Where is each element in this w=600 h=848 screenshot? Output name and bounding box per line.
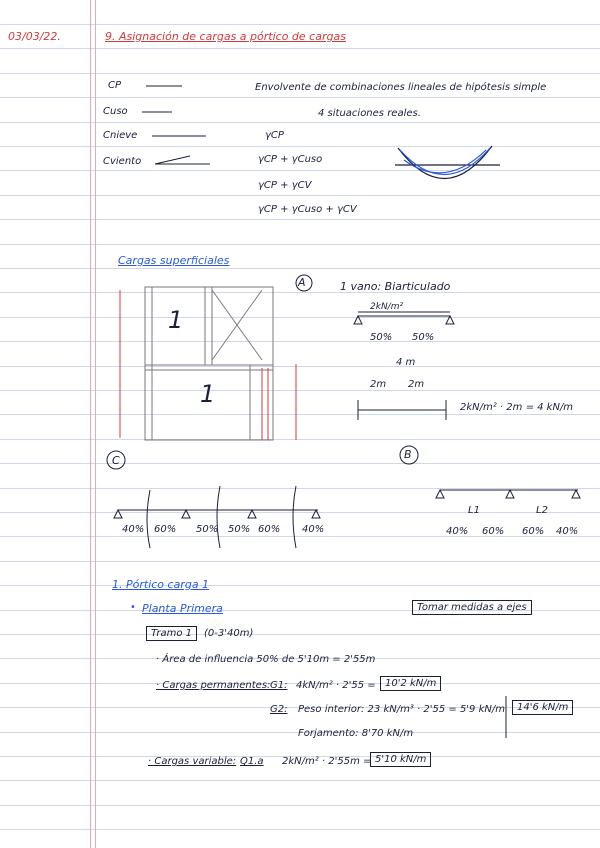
date: 03/03/22.	[8, 30, 61, 43]
floor-plan-sketch	[120, 287, 296, 440]
g2-expr: Peso interior: 23 kN/m³ · 2'55 = 5'9 kN/m	[298, 704, 505, 715]
case-c-pct-3: 50%	[196, 524, 219, 535]
case-c-pct-4: 50%	[228, 524, 251, 535]
case-c-pct-1: 40%	[122, 524, 145, 535]
q-expr: 2kN/m² · 2'55m =	[282, 756, 372, 767]
forjado-line: Forjamento: 8'70 kN/m	[298, 728, 414, 739]
envelope-curves	[395, 146, 500, 179]
perm-label: · Cargas permanentes:	[156, 680, 271, 691]
case-b-circle	[400, 446, 418, 464]
case-a-pct-left: 50%	[370, 332, 393, 343]
case-b-pct-4: 40%	[556, 526, 579, 537]
case-a-formula: 2kN/m² · 2m = 4 kN/m	[460, 402, 574, 413]
case-b-marker: B	[404, 448, 412, 461]
g1-expr: 4kN/m² · 2'55 =	[296, 680, 376, 691]
case-c-circle	[107, 451, 125, 469]
case-a-beam	[296, 275, 454, 420]
case-b-pct-2: 60%	[482, 526, 505, 537]
legend-cviento-tick	[155, 156, 190, 164]
section-heading-cargas: Cargas superficiales	[118, 254, 230, 267]
legend-cviento: Cviento	[103, 156, 142, 167]
q-label: Q1.a	[240, 756, 264, 767]
case-a-half-2: 2m	[408, 379, 425, 390]
q-result: 5'10 kN/m	[370, 752, 431, 767]
legend-cuso: Cuso	[103, 106, 128, 117]
plan-label-1: 1	[168, 306, 184, 334]
g1-label: G1:	[270, 680, 288, 691]
note-box: Tomar medidas a ejes	[412, 600, 532, 615]
floor-heading: Planta Primera	[142, 602, 223, 615]
g2-result: 14'6 kN/m	[512, 700, 573, 715]
case-a-marker: A	[298, 276, 306, 289]
combo-1: γCP	[265, 130, 284, 141]
combo-2: γCP + γCuso	[258, 154, 323, 165]
var-label: · Cargas variable:	[148, 756, 237, 767]
envelope-curve-3	[404, 150, 486, 173]
floor-bullet: •	[130, 602, 136, 613]
case-b-span-1: L1	[468, 505, 480, 516]
tramo-range: (0-3'40m)	[204, 628, 254, 639]
case-a-pct-right: 50%	[412, 332, 435, 343]
plan-label-2: 1	[200, 380, 216, 408]
legend-cnieve: Cnieve	[103, 130, 138, 141]
case-a-title: 1 vano: Biarticulado	[340, 280, 451, 293]
case-c-pct-5: 60%	[258, 524, 281, 535]
envelope-note: Envolvente de combinaciones lineales de hipótesis simple	[255, 82, 547, 93]
case-b-pct-3: 60%	[522, 526, 545, 537]
case-c-beams	[114, 486, 320, 548]
case-a-span: 4 m	[396, 357, 416, 368]
case-b-pct-1: 40%	[446, 526, 469, 537]
envelope-curve-2	[400, 148, 490, 175]
case-a-half-1: 2m	[370, 379, 387, 390]
legend-cp: CP	[108, 80, 122, 91]
case-b-beam	[436, 490, 580, 498]
combo-3: γCP + γCV	[258, 180, 312, 191]
combo-4: γCP + γCuso + γCV	[258, 204, 357, 215]
area-line: · Área de influencia 50% de 5'10m = 2'55m	[156, 654, 376, 665]
case-c-pct-6: 40%	[302, 524, 325, 535]
case-c-pct-2: 60%	[154, 524, 177, 535]
page-title: 9. Asignación de cargas a pórtico de cargas	[105, 30, 346, 43]
case-a-load: 2kN/m²	[370, 302, 404, 312]
tramo-label: Tramo 1	[146, 626, 197, 641]
g1-result: 10'2 kN/m	[380, 676, 441, 691]
g2-label: G2:	[270, 704, 288, 715]
section-heading-portico: 1. Pórtico carga 1	[112, 578, 210, 591]
case-b-span-2: L2	[536, 505, 548, 516]
case-c-marker: C	[112, 454, 120, 467]
envelope-note-2: 4 situaciones reales.	[318, 108, 421, 119]
